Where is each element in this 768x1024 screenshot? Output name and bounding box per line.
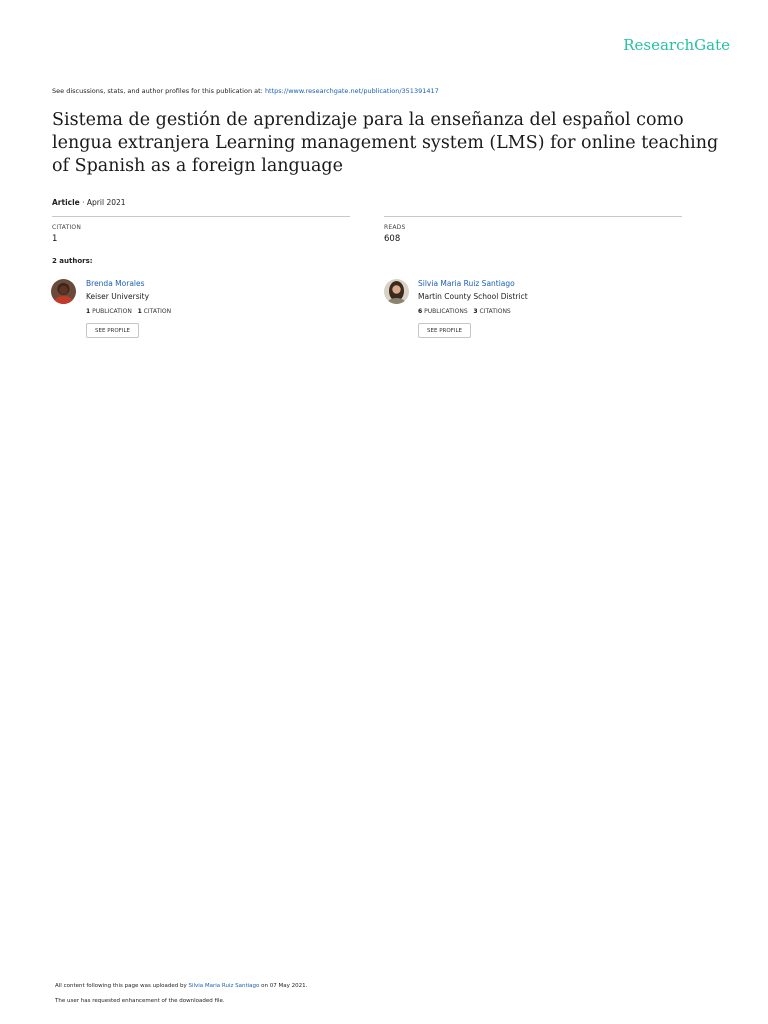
publication-type: Article [52, 198, 80, 207]
publication-meta [52, 198, 126, 207]
upload-date: on 07 May 2021. [259, 983, 308, 989]
profile-discussion-line [52, 87, 439, 95]
citations-label: CITATION [143, 308, 172, 315]
enhancement-notice: The user has requested enhancement of the downloaded file. [55, 998, 225, 1004]
reads-value: 608 [384, 234, 401, 244]
avatar[interactable] [51, 279, 76, 304]
reads-divider [384, 216, 682, 217]
citation-divider [52, 216, 350, 217]
publications-label: PUBLICATIONS [424, 308, 468, 315]
author-institution: Martin County School District [418, 292, 528, 301]
reads-label: READS [384, 224, 406, 231]
avatar[interactable] [384, 279, 409, 304]
see-line-text: See discussions, stats, and author profiles for this publication at: [52, 87, 265, 95]
authors-heading: 2 authors: [52, 257, 93, 265]
publication-title: Sistema de gestión de aprendizaje para la enseñanza del español como lengua extranjera Learning management system (LMS) for online teaching of Spanish as a foreign language [52, 110, 719, 176]
publications-count: 6 [418, 308, 423, 315]
see-profile-button[interactable]: SEE PROFILE [418, 323, 471, 338]
author-stats [86, 308, 171, 315]
publications-label: PUBLICATION [92, 308, 132, 315]
publications-count: 1 [86, 308, 91, 315]
author-name-link[interactable]: Brenda Morales [86, 279, 145, 288]
upload-notice [55, 983, 307, 989]
citation-label: CITATION [52, 224, 82, 231]
author-name-link[interactable]: Silvia Maria Ruiz Santiago [418, 279, 515, 288]
author-stats [418, 308, 511, 315]
publication-date: · April 2021 [79, 198, 126, 207]
citation-value: 1 [52, 234, 58, 244]
see-profile-button[interactable]: SEE PROFILE [86, 323, 139, 338]
researchgate-logo[interactable]: ResearchGate [623, 36, 730, 54]
citations-count: 3 [473, 308, 478, 315]
upload-prefix: All content following this page was uploaded by [55, 983, 189, 989]
uploader-link[interactable]: Silvia Maria Ruiz Santiago [188, 983, 260, 989]
publication-link[interactable]: https://www.researchgate.net/publication/351391417 [264, 87, 439, 95]
author-institution: Keiser University [86, 292, 150, 301]
citations-label: CITATIONS [479, 308, 511, 315]
citations-count: 1 [137, 308, 142, 315]
